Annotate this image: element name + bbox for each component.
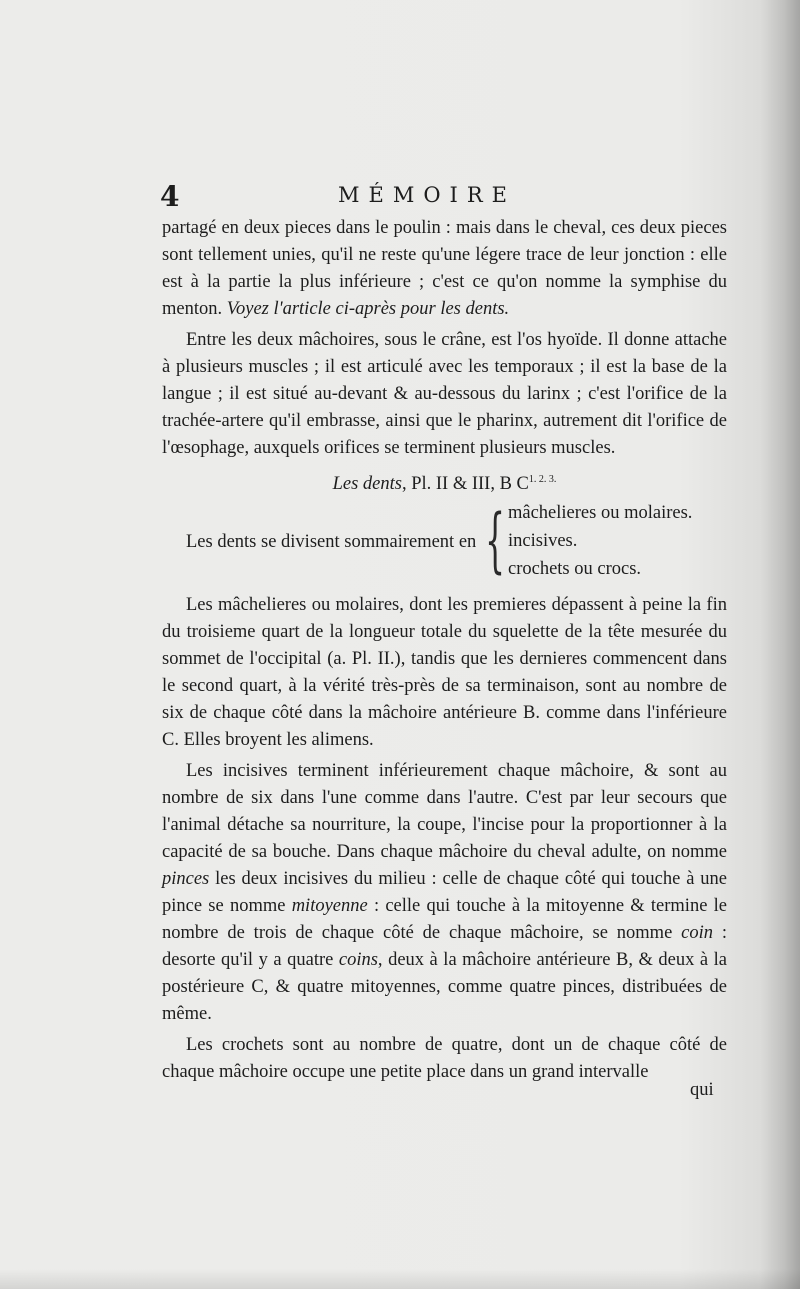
teeth-division xyxy=(162,500,727,586)
page-header xyxy=(160,180,725,220)
paragraph-4-part-e: , deux à la mâchoire antérieure B, & deux à la postérieure C, & quatre mitoyennes, comme quatre pinces, distribuées de même. xyxy=(162,950,727,1025)
paragraph-5: Les crochets sont au nombre de quatre, dont un de chaque côté de chaque mâchoire occupe une petite place dans un grand intervalle xyxy=(162,1035,727,1083)
paragraph-1 xyxy=(162,215,727,323)
catchword: qui xyxy=(690,1080,714,1100)
page-number: 4 xyxy=(160,180,180,213)
paragraph-4 xyxy=(162,758,727,1028)
paragraph-4-part-c: : celle qui touche à la mitoyenne & termine le nombre de trois de chaque côté de chaque mâchoire, se nomme xyxy=(162,896,728,944)
running-title: MÉMOIRE xyxy=(338,183,516,207)
term-mitoyenne: mitoyenne xyxy=(291,896,368,917)
paragraph-1-reference: Voyez l'article ci-après pour les dents. xyxy=(226,299,510,319)
division-item-crochets: crochets ou crocs. xyxy=(508,559,642,580)
term-pinces: pinces xyxy=(162,869,210,890)
paragraph-4-part-b: les deux incisives du milieu : celle de chaque côté qui touche à une pince se nomme xyxy=(162,869,727,917)
section-heading-italic: Les dents xyxy=(332,474,402,495)
page-bottom-shade xyxy=(0,1269,800,1289)
curly-brace-icon: { xyxy=(485,499,506,582)
division-item-molaires: mâchelieres ou molaires. xyxy=(508,503,693,524)
page-edge-shadow xyxy=(760,0,800,1289)
paragraph-4-part-d: : desorte qu'il y a quatre xyxy=(162,923,727,971)
paragraph-3: Les mâchelieres ou molaires, dont les premieres dépassent à peine la fin du troisieme quart de la longueur totale du squelette de la tête mesurée du sommet de l'occipital (a. Pl. II.), tandis que les dernieres commencent dans le second quart, à la vérité très-près de sa terminaison, sont au nombre de six de chaque côté dans la mâchoire antérieure B. comme dans l'inférieure C. Elles broyent les alimens. xyxy=(162,595,727,751)
division-lead: Les dents se divisent sommairement en xyxy=(186,532,477,553)
body-text xyxy=(162,215,727,1090)
section-heading-superscript: 1. 2. 3. xyxy=(528,474,557,485)
term-coins: coins xyxy=(338,950,378,971)
paragraph-1-text: partagé en deux pieces dans le poulin : mais dans le cheval, ces deux pieces sont tellement unies, qu'il ne reste qu'une légere trace de leur jonction : elle est à la partie la plus inférieure ; c'est ce qu'on nomme la symphise du menton. xyxy=(162,218,727,319)
term-coin: coin xyxy=(681,923,713,944)
section-heading xyxy=(162,466,727,498)
paragraph-4-part-a: Les incisives terminent inférieurement chaque mâchoire, & sont au nombre de six dans l'une comme dans l'autre. C'est par leur secours que l'animal détache sa nourriture, la coupe, l'incise pour la proportionner à la capacité de sa bouche. Dans chaque mâchoire du cheval adulte, on nomme xyxy=(162,761,727,863)
division-item-incisives: incisives. xyxy=(508,531,578,552)
paragraph-2: Entre les deux mâchoires, sous le crâne, est l'os hyoïde. Il donne attache à plusieurs muscles ; il est articulé avec les temporaux ; il est la base de la langue ; il est situé au-devant & au-dessous du larinx ; c'est l'orifice de la trachée-artere qu'il embrasse, ainsi que le pharinx, autrement dit l'orifice de l'œsophage, auxquels orifices se terminent plusieurs muscles. xyxy=(162,330,727,458)
section-heading-roman: , Pl. II & III, B C xyxy=(401,474,529,495)
